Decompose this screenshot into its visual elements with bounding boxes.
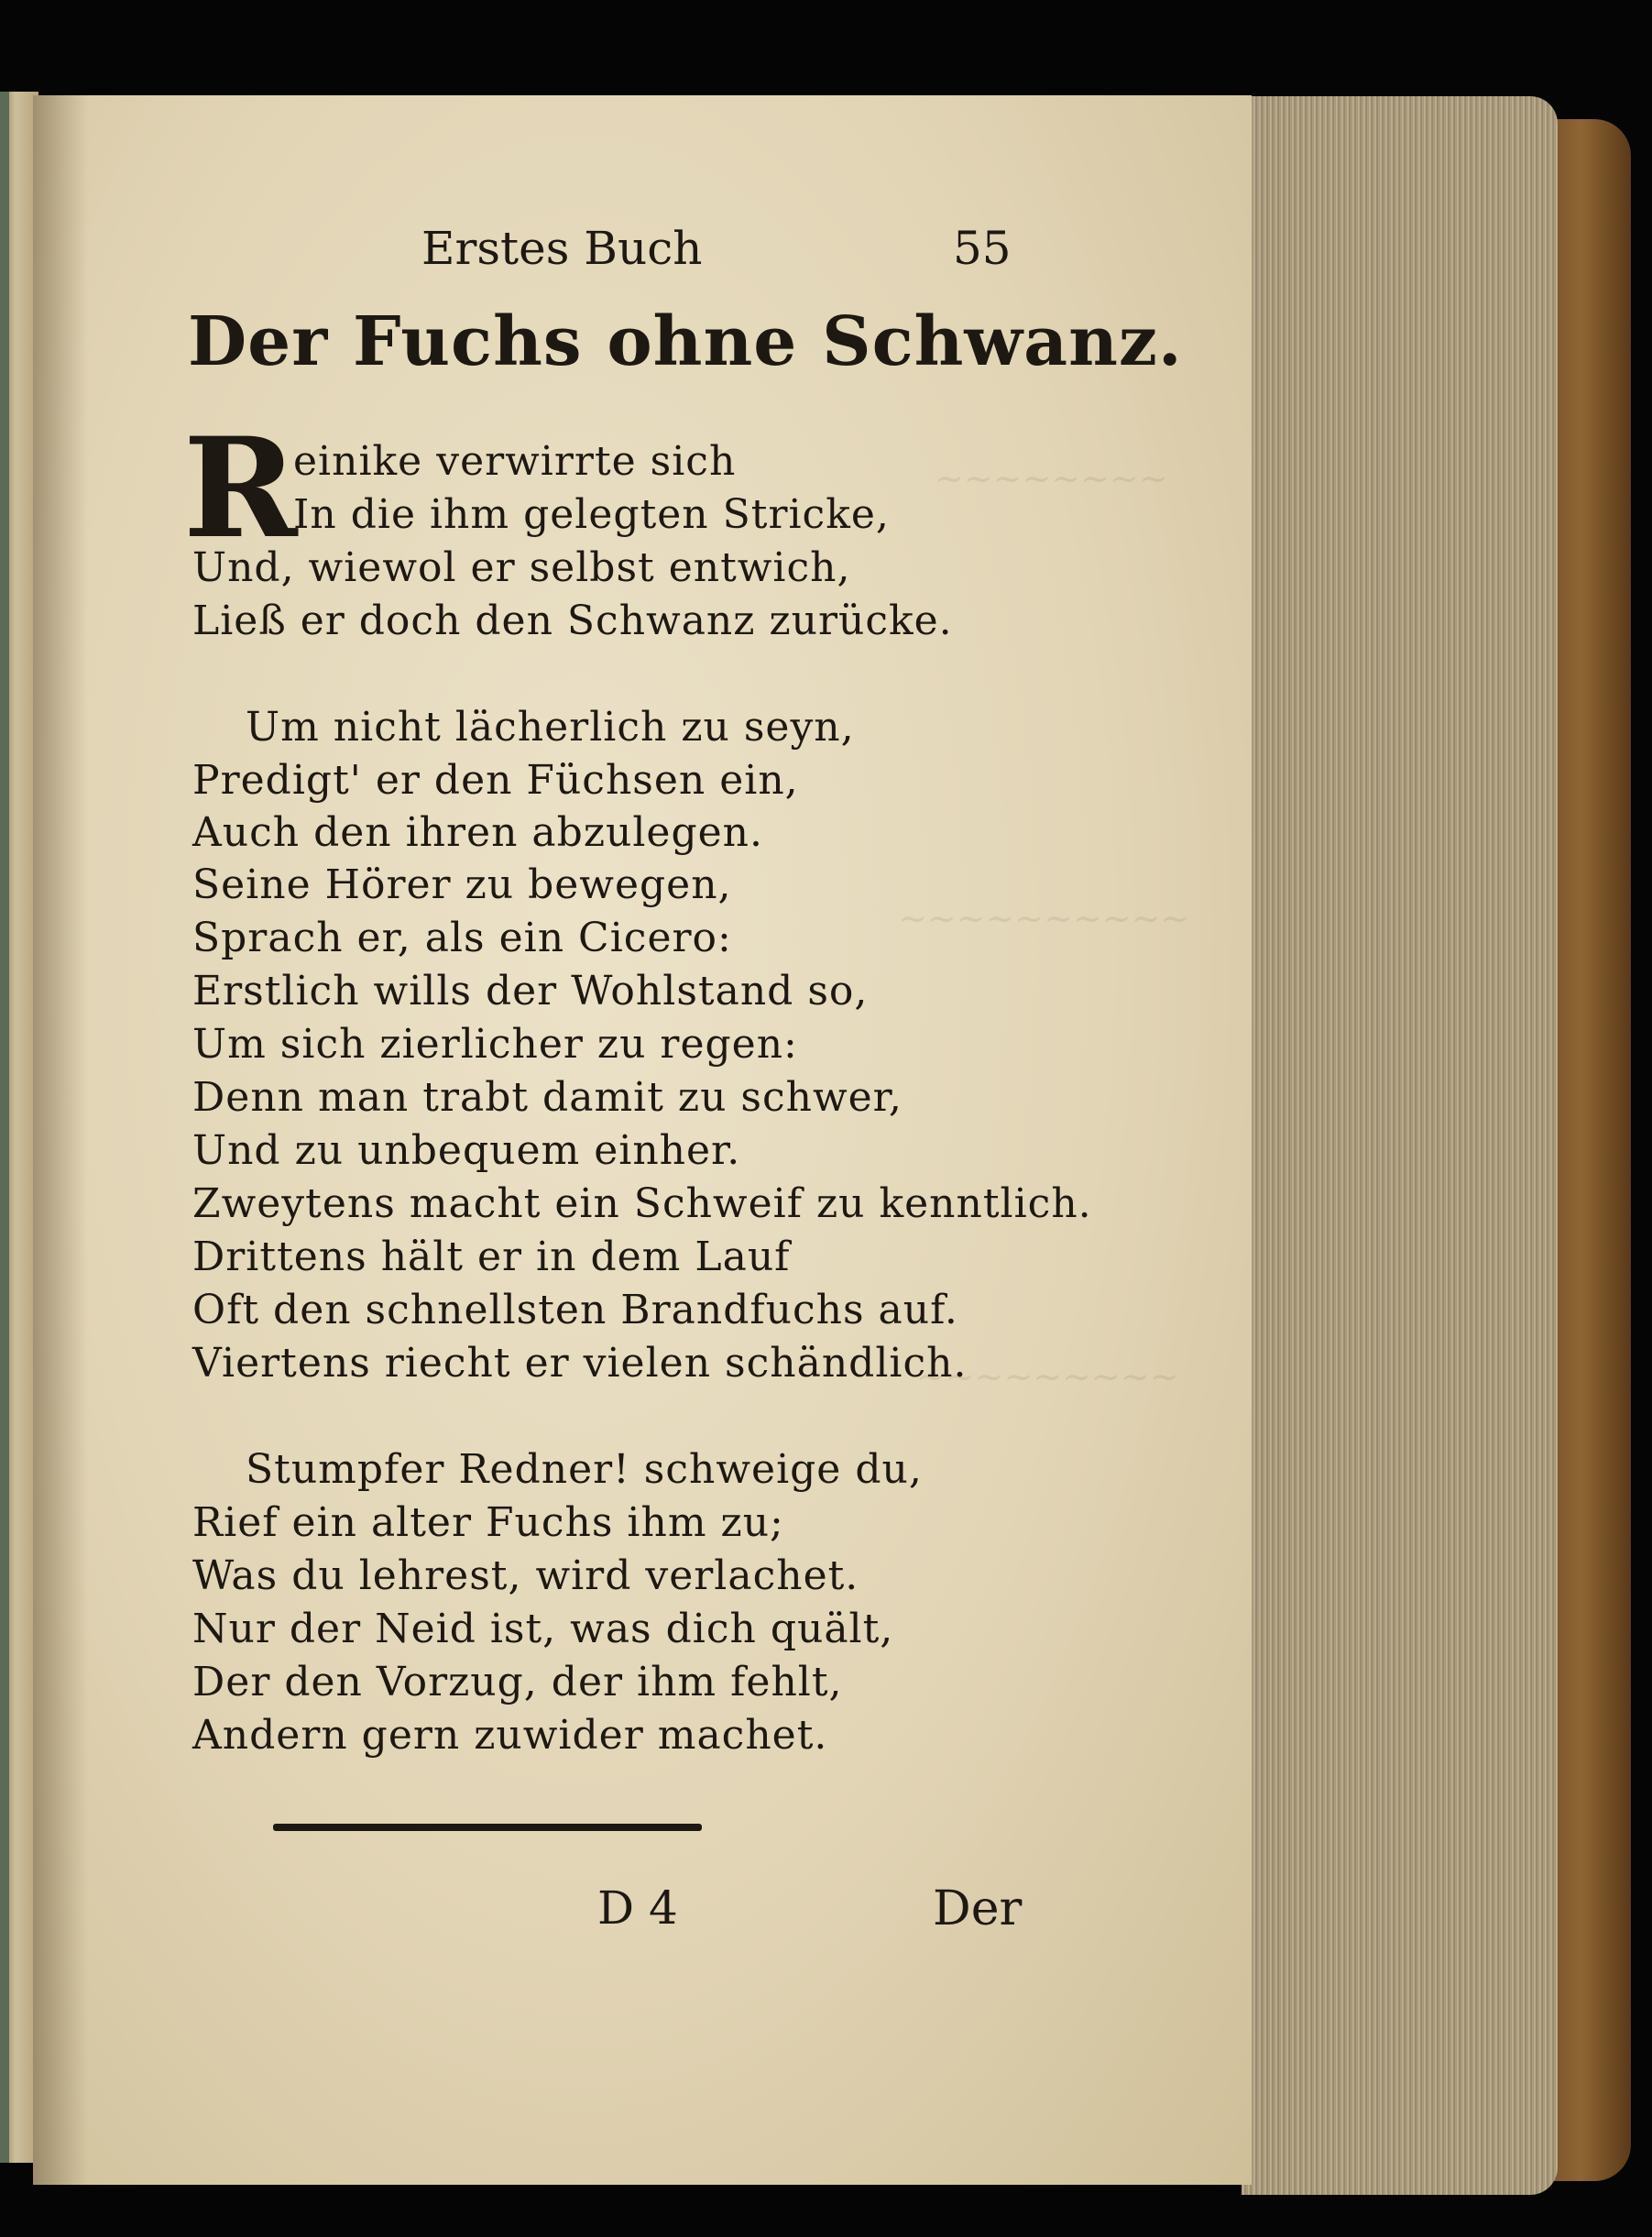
- poem-line: Seine Hörer zu bewegen,: [192, 861, 732, 908]
- gutter-shadow: [33, 95, 88, 2185]
- show-through: ~~~~~~~~: [935, 458, 1168, 499]
- poem-line: Stumpfer Redner! schweige du,: [246, 1446, 923, 1493]
- poem-line: Auch den ihren abzulegen.: [192, 809, 763, 856]
- poem-line: Rief ein alter Fuchs ihm zu;: [192, 1499, 784, 1546]
- poem-line: Zweytens macht ein Schweif zu kenntlich.: [192, 1180, 1092, 1227]
- poem-line: Was du lehrest, wird verlachet.: [192, 1552, 859, 1599]
- poem-line: einike verwirrte sich: [293, 438, 737, 485]
- poem-line: Nur der Neid ist, was dich quält,: [192, 1606, 894, 1652]
- poem-line: Ließ er doch den Schwanz zurücke.: [192, 598, 953, 644]
- poem-line: Oft den schnellsten Brandfuchs auf.: [192, 1287, 958, 1333]
- poem-line: Der den Vorzug, der ihm fehlt,: [192, 1659, 843, 1705]
- page-edges: [1242, 96, 1558, 2195]
- poem-line: Und, wiewol er selbst entwich,: [192, 544, 851, 591]
- poem-line: In die ihm gelegten Stricke,: [293, 491, 890, 538]
- poem-title: Der Fuchs ohne Schwanz.: [188, 302, 1183, 381]
- poem-line: Um nicht lächerlich zu seyn,: [246, 704, 855, 751]
- catchword: Der: [933, 1881, 1023, 1936]
- poem-line: Erstlich wills der Wohlstand so,: [192, 968, 869, 1014]
- page-number: 55: [953, 222, 1012, 275]
- show-through: ~~~~~~~~~~: [898, 898, 1190, 938]
- spine-binding: [0, 92, 9, 2163]
- poem-line: Sprach er, als ein Cicero:: [192, 915, 732, 961]
- end-rule: [273, 1824, 702, 1831]
- poem-line: Und zu unbequem einher.: [192, 1127, 741, 1174]
- poem-line: Predigt' er den Füchsen ein,: [192, 757, 799, 804]
- drop-cap: R: [183, 408, 298, 569]
- poem-line: Denn man trabt damit zu schwer,: [192, 1074, 903, 1121]
- show-through: ~~~~~~~~~: [916, 1356, 1179, 1397]
- poem-line: Um sich zierlicher zu regen:: [192, 1021, 798, 1068]
- running-head: Erstes Buch: [421, 222, 703, 275]
- signature-mark: D 4: [597, 1881, 678, 1935]
- poem-line: Andern gern zuwider machet.: [192, 1712, 828, 1759]
- poem-line: Viertens riecht er vielen schändlich.: [192, 1340, 968, 1387]
- poem-line: Drittens hält er in dem Lauf: [192, 1234, 791, 1280]
